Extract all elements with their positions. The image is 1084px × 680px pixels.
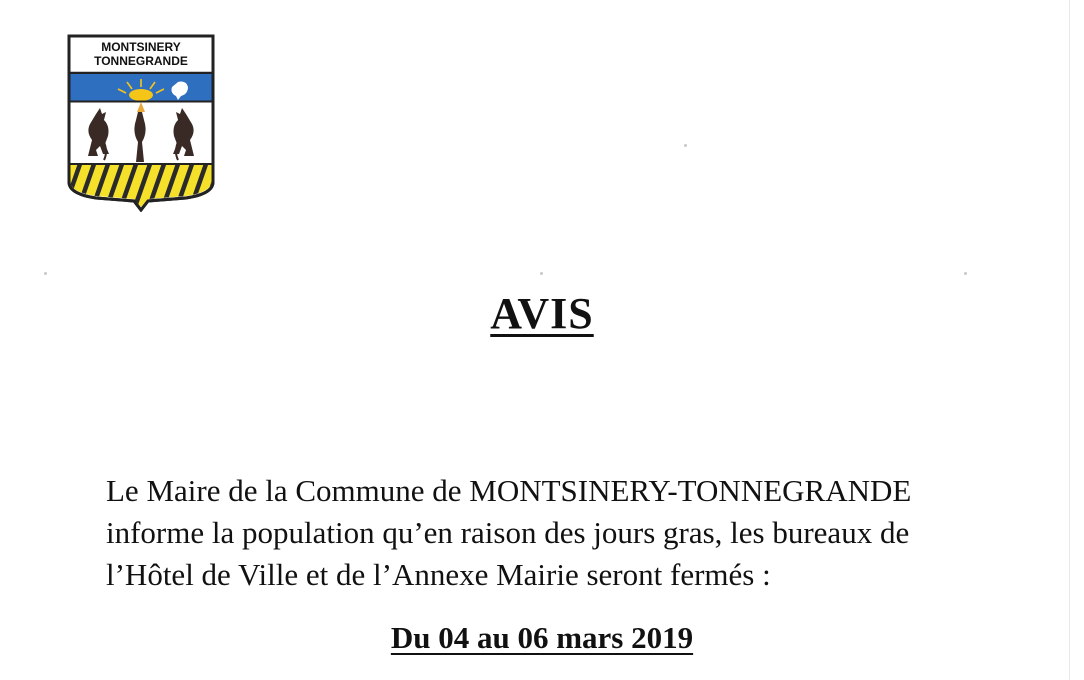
notice-title: [0, 288, 1084, 339]
scan-speck: [540, 272, 543, 275]
scan-speck: [684, 144, 687, 147]
notice-body-line: Le Maire de la Commune de MONTSINERY-TONNEGRANDE: [106, 473, 912, 508]
crest-name-line1: MONTSINERY: [101, 40, 181, 54]
closure-dates-text: Du 04 au 06 mars 2019: [390, 620, 694, 655]
notice-body: [106, 470, 986, 596]
notice-title-text: AVIS: [490, 289, 594, 338]
notice-body-line: informe la population qu’en raison des jours gras, les bureaux de: [106, 515, 910, 550]
scan-speck: [44, 272, 47, 275]
notice-body-line: l’Hôtel de Ville et de l’Annexe Mairie seront fermés :: [106, 557, 771, 592]
crest-figures: [88, 108, 194, 162]
municipal-coat-of-arms: [66, 34, 216, 212]
crest-name-line2: TONNEGRANDE: [94, 54, 188, 68]
scan-speck: [964, 272, 967, 275]
rising-sun-icon: [129, 89, 153, 101]
closure-dates: [0, 620, 1084, 656]
crest-striped-band: [66, 164, 216, 212]
page-edge-line: [1069, 0, 1070, 680]
